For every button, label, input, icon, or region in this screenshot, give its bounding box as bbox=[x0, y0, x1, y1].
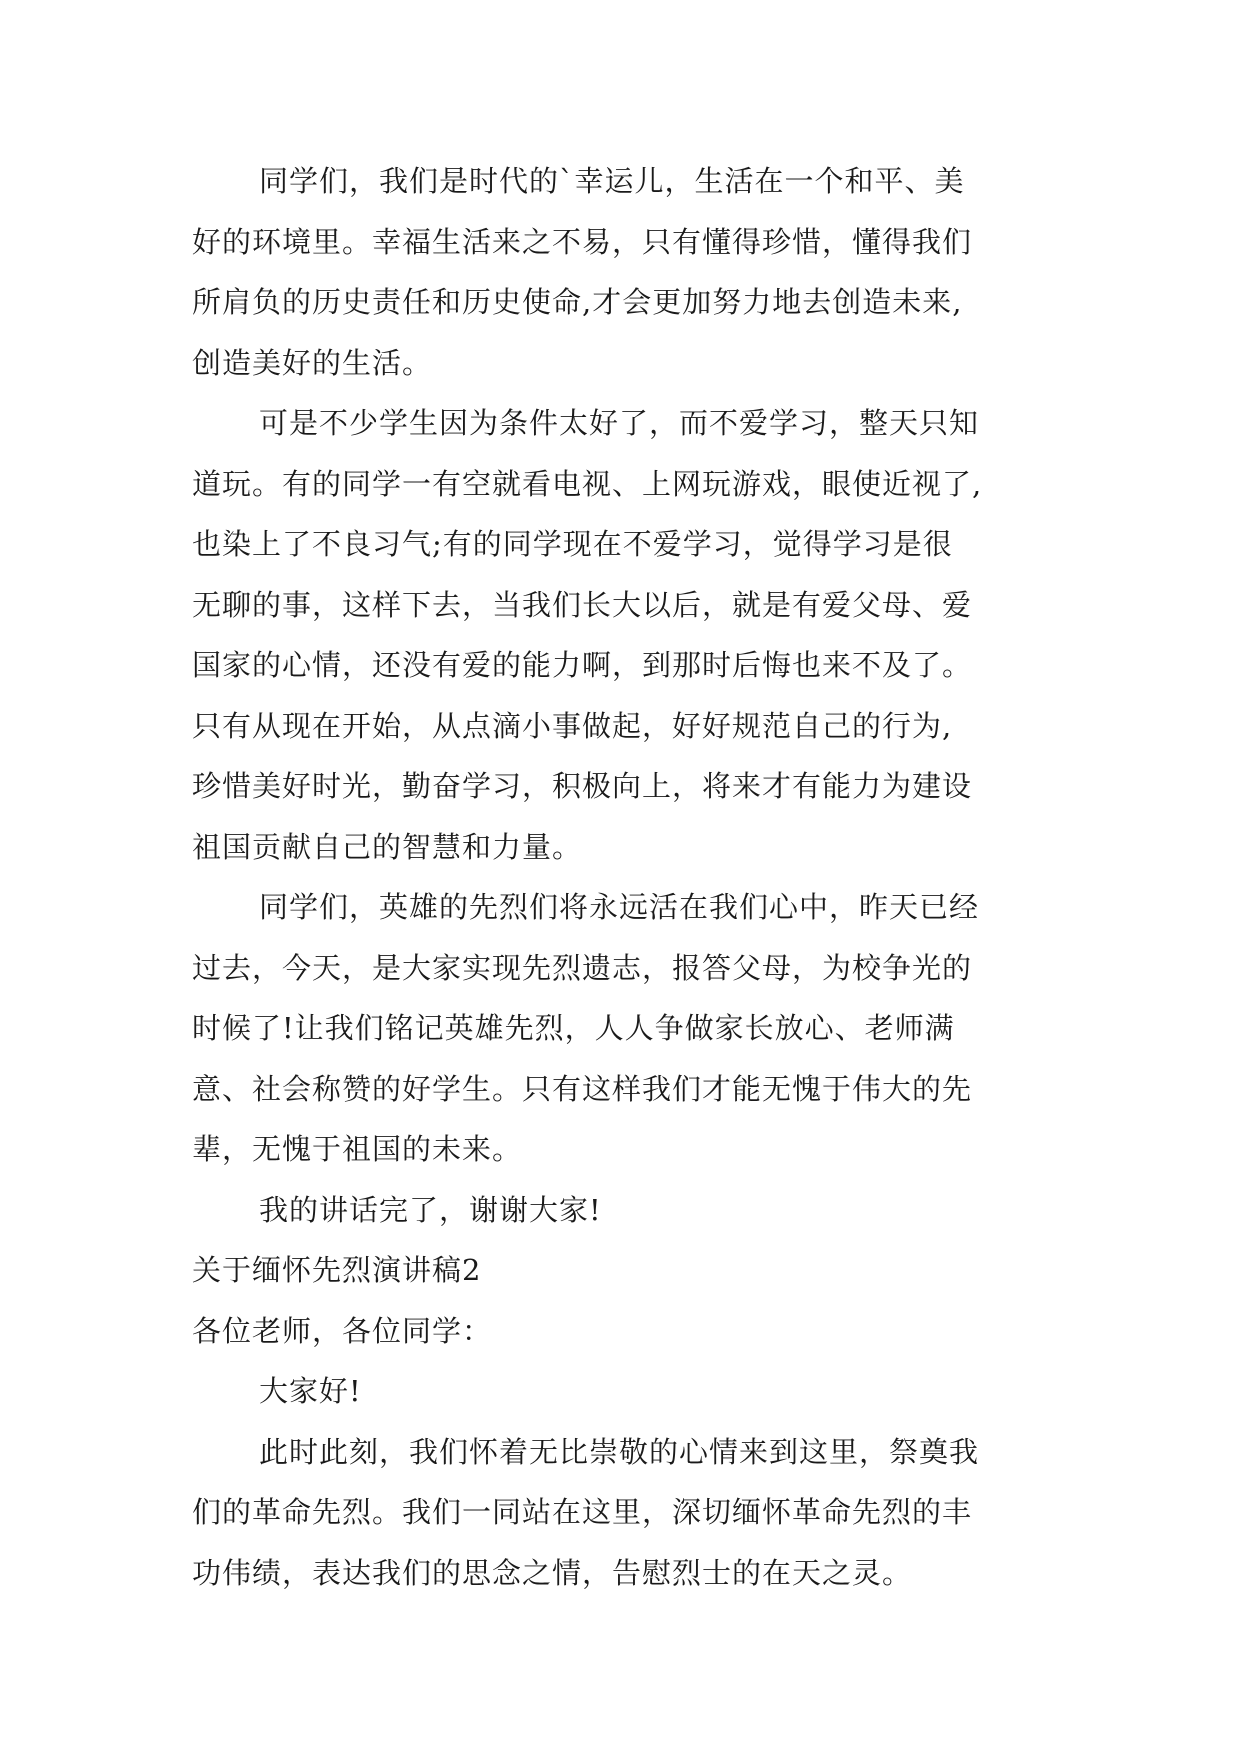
document-body bbox=[192, 166, 1112, 1618]
text-line: 们的革命先烈。我们一同站在这里，深切缅怀革命先烈的丰 bbox=[192, 1495, 973, 1529]
text-line: 好的环境里。幸福生活来之不易，只有懂得珍惜，懂得我们 bbox=[192, 224, 973, 259]
salutation: 各位老师，各位同学： bbox=[192, 1313, 493, 1348]
text-line: 珍惜美好时光，勤奋学习，积极向上，将来才有能力为建设 bbox=[192, 769, 973, 803]
text-line: 所肩负的历史责任和历史使命,才会更加努力地去创造未来, bbox=[192, 285, 963, 319]
text-line: 可是不少学生因为条件太好了，而不爱学习，整天只知 bbox=[259, 406, 980, 440]
text-line: 同学们，英雄的先烈们将永远活在我们心中，昨天已经 bbox=[259, 890, 980, 924]
text-line: 辈，无愧于祖国的未来。 bbox=[192, 1132, 523, 1166]
text-line: 国家的心情，还没有爱的能力啊，到那时后悔也来不及了。 bbox=[192, 648, 973, 682]
text-line: 我的讲话完了，谢谢大家! bbox=[259, 1192, 602, 1227]
text-line: 创造美好的生活。 bbox=[192, 345, 433, 380]
text-line: 祖国贡献自己的智慧和力量。 bbox=[192, 829, 583, 864]
text-line: 功伟绩，表达我们的思念之情，告慰烈士的在天之灵。 bbox=[192, 1555, 913, 1590]
text-line: 意、社会称赞的好学生。只有这样我们才能无愧于伟大的先 bbox=[192, 1071, 973, 1106]
text-line: 同学们，我们是时代的`幸运儿，生活在一个和平、美 bbox=[259, 164, 965, 198]
greeting: 大家好! bbox=[259, 1374, 362, 1408]
text-line: 时候了!让我们铭记英雄先烈，人人争做家长放心、老师满 bbox=[192, 1011, 955, 1045]
section-heading: 关于缅怀先烈演讲稿2 bbox=[192, 1253, 482, 1287]
text-line: 过去，今天，是大家实现先烈遗志，报答父母，为校争光的 bbox=[192, 950, 973, 985]
text-line: 也染上了不良习气;有的同学现在不爱学习，觉得学习是很 bbox=[192, 527, 953, 561]
text-line: 无聊的事，这样下去，当我们长大以后，就是有爱父母、爱 bbox=[192, 587, 973, 622]
text-line: 道玩。有的同学一有空就看电视、上网玩游戏，眼使近视了, bbox=[192, 466, 983, 501]
text-line: 此时此刻，我们怀着无比崇敬的心情来到这里，祭奠我 bbox=[259, 1434, 980, 1469]
text-line: 只有从现在开始，从点滴小事做起，好好规范自己的行为, bbox=[192, 708, 953, 743]
